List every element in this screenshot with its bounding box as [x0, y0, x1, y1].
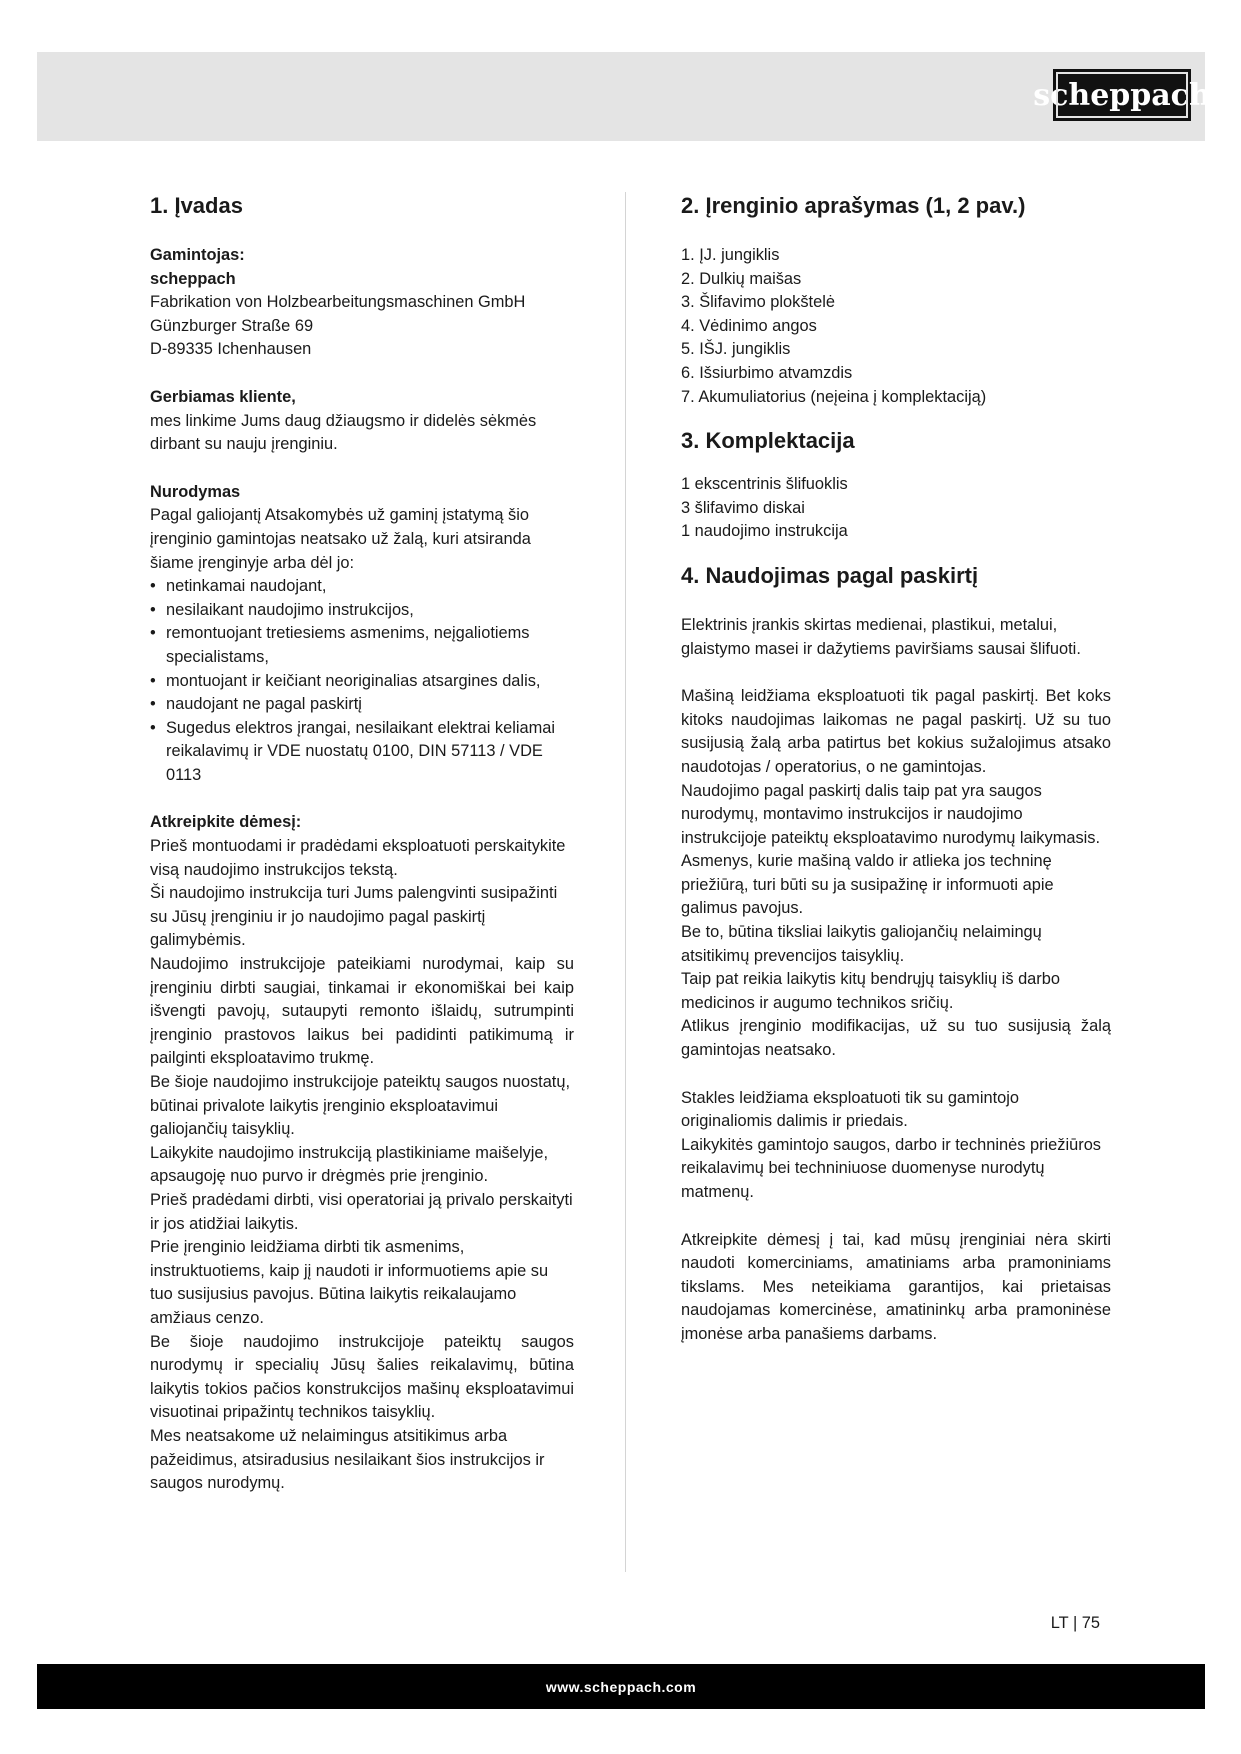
attention-paragraph: Laikykite naudojimo instrukciją plastikiniame maišelyje, apsaugoję nuo purvo ir drėgmės prie įrenginio. [150, 1143, 549, 1186]
use-paragraph: Stakles leidžiama eksploatuoti tik su gamintojo originaliomis dalimis ir priedais. [681, 1088, 1020, 1131]
attention-paragraph: Prie įrenginio leidžiama dirbti tik asmenims, instruktuotiems, kaip jį naudoti ir informuotiems apie su tuo susijusius pavojus. Būtina laikytis reikalaujamo amžiaus cenzo. [150, 1238, 549, 1327]
list-item: 1 ekscentrinis šlifuoklis [681, 475, 848, 494]
use-paragraph: Taip pat reikia laikytis kitų bendrųjų taisyklių iš darbo medicinos ir augumo technikos sričių. [681, 970, 1060, 1012]
note-bullet-list [150, 575, 574, 787]
kit-list [681, 473, 1111, 544]
list-item: • nesilaikant naudojimo instrukcijos, [150, 599, 574, 623]
address-line: Fabrikation von Holzbearbeitungsmaschinen GmbH [150, 293, 526, 312]
greeting-text: mes linkime Jums daug džiaugsmo ir didelės sėkmės dirbant su nauju įrenginiu. [150, 411, 537, 454]
use-paragraph: Naudojimo pagal paskirtį dalis taip pat yra saugos nurodymų, montavimo instrukcijos ir naudojimo instrukcijoje pateiktų eksploatavimo nurodymų laikymasis. [681, 781, 1101, 847]
header-band [37, 52, 1211, 141]
list-item: • naudojant ne pagal paskirtį [150, 693, 574, 717]
manufacturer-name: scheppach [150, 269, 236, 288]
list-item: 1. ĮJ. jungiklis [681, 246, 780, 264]
use-paragraph: Mašiną leidžiama eksploatuoti tik pagal paskirtį. Bet koks kitoks naudojimas laikomas ne pagal paskirtį. Už su tuo susijusią žalą arba patirtus bet kokius sužalojimus atsako naudotojas / operatorius, o ne gamintojas. [681, 687, 1111, 776]
list-item: 7. Akumuliatorius (neįeina į komplektaciją) [681, 387, 987, 406]
note-title: Nurodymas [150, 482, 241, 501]
list-item: • remontuojant tretiesiems asmenims, neįgaliotiems specialistams, [150, 622, 574, 669]
left-column [150, 192, 574, 1496]
list-item: 3. Šlifavimo plokštelė [681, 293, 835, 312]
footer-band [37, 1664, 1205, 1709]
column-divider [625, 192, 626, 1572]
footer-url[interactable]: www.scheppach.com [545, 1678, 697, 1695]
intro-heading: 1. Įvadas [150, 193, 243, 218]
list-item: • Sugedus elektros įrangai, nesilaikant elektrai keliamai reikalavimų ir VDE nuostatų 0100, DIN 57113 / VDE 0113 [150, 717, 574, 788]
attention-paragraph: Prieš montuodami ir pradėdami eksploatuoti perskaitykite visą naudojimo instrukcijos tekstą. [150, 837, 566, 879]
description-heading: 2. Įrenginio aprašymas (1, 2 pav.) [681, 193, 1026, 218]
manufacturer-label: Gamintojas: [150, 246, 245, 264]
list-item: • netinkamai naudojant, [150, 575, 574, 599]
attention-paragraph: Be šioje naudojimo instrukcijoje pateiktų saugos nuostatų, būtinai privalote laikytis įrenginio eksploatavimui galiojančių taisyklių. [150, 1073, 571, 1139]
attention-paragraph: Mes neatsakome už nelaimingus atsitikimus arba pažeidimus, atsiradusius nesilaikant šios instrukcijos ir saugos nurodymų. [150, 1426, 545, 1493]
list-item: 4. Vėdinimo angos [681, 316, 817, 335]
list-item: 3 šlifavimo diskai [681, 498, 805, 517]
list-item: • montuojant ir keičiant neoriginalias atsargines dalis, [150, 670, 574, 694]
kit-heading: 3. Komplektacija [681, 428, 855, 454]
list-item: 2. Dulkių maišas [681, 269, 802, 288]
page-number: LT | 75 [1050, 1614, 1100, 1632]
use-paragraph: Atkreipkite dėmesį į tai, kad mūsų įrenginiai nėra skirti naudoti komerciniams, amatiniams arba pramoniniams tikslams. Mes neteikiama garantijos, kai prietaisas naudojamas komercinėse, amatininkų arba pramoninėse įmonėse arba panašiems darbams. [681, 1230, 1111, 1343]
use-paragraph: Asmenys, kurie mašiną valdo ir atlieka jos techninę priežiūrą, turi būti su ja susipažinę ir informuoti apie galimus pavojus. [681, 852, 1054, 918]
use-paragraph: Atlikus įrenginio modifikacijas, už su tuo susijusią žalą gamintojas neatsako. [681, 1017, 1111, 1060]
attention-paragraph: Naudojimo instrukcijoje pateikiami nurodymai, kaip su įrenginiu dirbti saugiai, tinkamai ir ekonomiškai bei kaip išvengti pavojų, sutaupyti remonto išlaidų, sutrumpinti įrenginio prastovos laikus bei padidinti patikimumą ir pailginti eksploatavimo trukmę. [150, 955, 574, 1068]
use-paragraph: Elektrinis įrankis skirtas medienai, plastikui, metalui, glaistymo masei ir dažytiems paviršiams sausai šlifuoti. [681, 615, 1081, 658]
list-item: 5. IŠJ. jungiklis [681, 340, 791, 359]
description-list [681, 244, 1111, 409]
scheppach-logo: scheppach [1053, 69, 1191, 121]
greeting-title: Gerbiamas kliente, [150, 387, 296, 406]
note-text: Pagal galiojantį Atsakomybės už gaminį įstatymą šio įrenginio gamintojas neatsako už žalą, kuri atsiranda šiame įrenginyje arba dėl jo: [150, 506, 531, 572]
right-column [681, 192, 1111, 1347]
address-line: D-89335 Ichenhausen [150, 340, 312, 359]
attention-title: Atkreipkite dėmesį: [150, 813, 302, 832]
use-paragraph: Laikykitės gamintojo saugos, darbo ir techninės priežiūros reikalavimų bei techniniuose duomenyse nurodytų matmenų. [681, 1135, 1102, 1201]
attention-paragraph: Prieš pradėdami dirbti, visi operatoriai ją privalo perskaityti ir jos atidžiai laikytis. [150, 1190, 573, 1233]
list-item: 6. Išsiurbimo atvamzdis [681, 363, 853, 382]
attention-paragraph: Ši naudojimo instrukcija turi Jums palengvinti susipažinti su Jūsų įrenginiu ir jo naudojimo pagal paskirtį galimybėmis. [150, 884, 558, 950]
use-paragraph: Be to, būtina tiksliai laikytis galiojančių nelaimingų atsitikimų prevencijos taisyklių. [681, 923, 1042, 965]
list-item: 1 naudojimo instrukcija [681, 522, 848, 541]
attention-paragraph: Be šioje naudojimo instrukcijoje pateiktų saugos nurodymų ir specialių Jūsų šalies reikalavimų, būtina laikytis tokios pačios konstrukcijos mašinų eksploatavimui visuotinai pripažintų technikos taisyklių. [150, 1332, 574, 1422]
use-heading: 4. Naudojimas pagal paskirtį [681, 562, 979, 588]
address-line: Günzburger Straße 69 [150, 316, 314, 335]
